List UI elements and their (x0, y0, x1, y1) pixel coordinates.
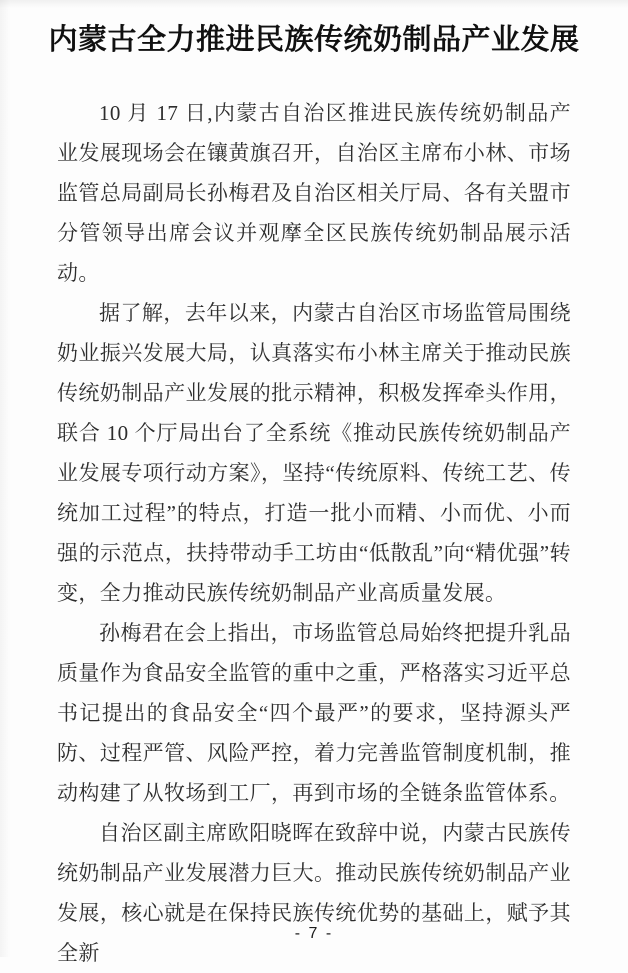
paragraph: 据了解，去年以来，内蒙古自治区市场监管局围绕奶业振兴发展大局，认真落实布小林主席关于推动民族传统奶制品产业发展的批示精神，积极发挥牵头作用，联合 10 个厅局出台了全系统《推动民族传统奶制品产业发展专项行动方案》，坚持“传统原料、传统工艺、传统加工过程”的特点，打造一批小而精、小而优、小而强的示范点，扶持带动手工坊由“低散乱”向“精优强”转变，全力推动民族传统奶制品产业高质量发展。 (57, 301, 571, 605)
paragraph: 孙梅君在会上指出，市场监管总局始终把提升乳品质量作为食品安全监管的重中之重，严格落实习近平总书记提出的食品安全“四个最严”的要求，坚持源头严防、过程严管、风险严控，着力完善监管制度机制，推动构建了从牧场到工厂，再到市场的全链条监管体系。 (57, 621, 571, 805)
document-title: 内蒙古全力推进民族传统奶制品产业发展 (48, 24, 580, 56)
paragraph: 10 月 17 日,内蒙古自治区推进民族传统奶制品产业发展现场会在镶黄旗召开，自治区主席布小林、市场监管总局副局长孙梅君及自治区相关厅局、各有关盟市分管领导出席会议并观摩全区民族传统奶制品展示活动。 (57, 101, 571, 285)
article-body (57, 93, 571, 973)
paragraph: 自治区副主席欧阳晓晖在致辞中说，内蒙古民族传统奶制品产业发展潜力巨大。推动民族传统奶制品产业发展，核心就是在保持民族传统优势的基础上，赋予其全新 (57, 821, 571, 965)
page-number: - 7 - (294, 925, 334, 942)
